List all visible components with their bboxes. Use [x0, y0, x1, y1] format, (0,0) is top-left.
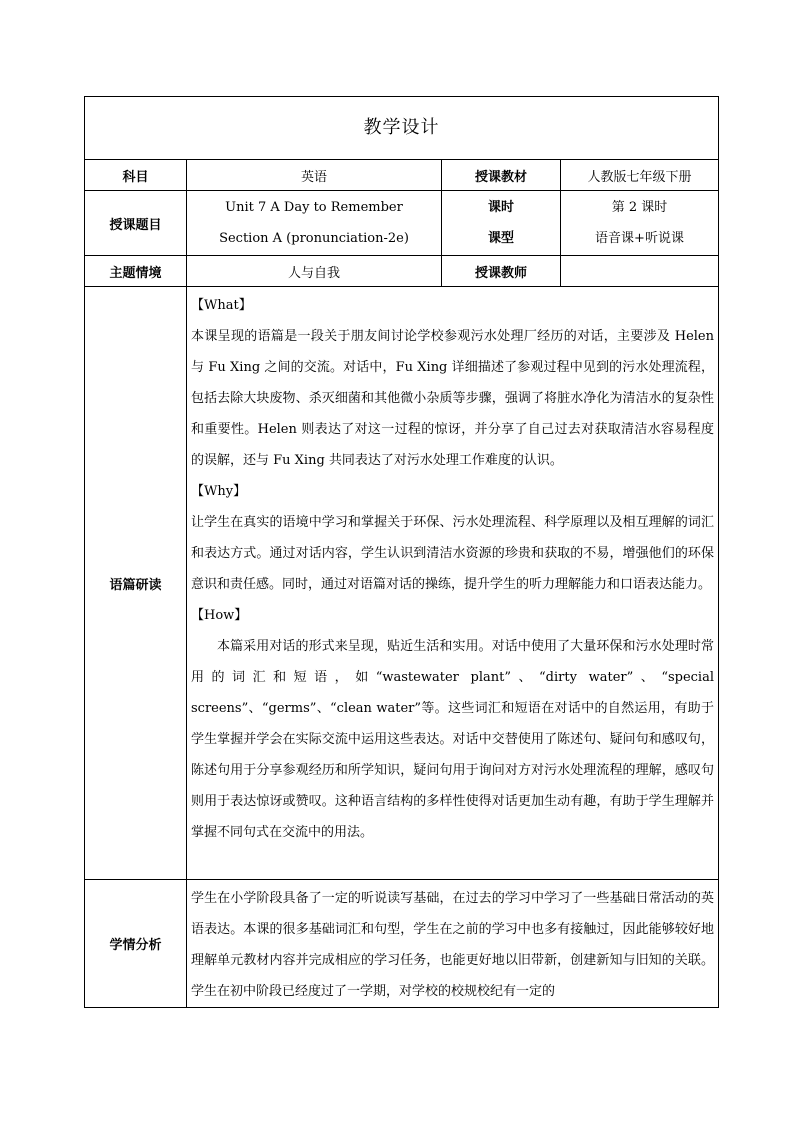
what-heading: 【What】 — [191, 298, 252, 313]
period-type-labels — [442, 191, 561, 256]
topic-line-1: Unit 7 A Day to Remember — [225, 200, 403, 215]
subject-label: 科目 — [85, 160, 187, 191]
topic-line-2: Section A (pronunciation-2e) — [219, 231, 409, 246]
why-heading: 【Why】 — [191, 484, 247, 499]
teacher-label: 授课教师 — [442, 256, 561, 287]
period-value: 第 2 课时 — [611, 200, 668, 215]
theme-value: 人与自我 — [187, 256, 442, 287]
student-analysis-text: 学生在小学阶段具备了一定的听说读写基础，在过去的学习中学习了一些基础日常活动的英语表达。本课的很多基础词汇和句型，学生在之前的学习中也多有接触过，因此能够较好地理解单元教材内容并完成相应的学习任务，也能更好地以旧带新，创建新知与旧知的关联。学生在初中阶段已经度过了一学期，对学校的校规校纪有一定的 — [191, 891, 714, 999]
student-analysis-content — [187, 880, 719, 1008]
theme-label: 主题情境 — [85, 256, 187, 287]
student-analysis-label: 学情分析 — [85, 880, 187, 1008]
page-title: 教学设计 — [363, 117, 440, 138]
type-label: 课型 — [487, 231, 514, 246]
what-text: 本课呈现的语篇是一段关于朋友间讨论学校参观污水处理厂经历的对话，主要涉及 Helen 与 Fu Xing 之间的交流。对话中，Fu Xing 详细描述了参观过程中见到的污水处理流程，包括去除大块废物、杀灭细菌和其他微小杂质等步骤，强调了将脏水净化为清洁水的复杂性和重要性。Helen 则表达了对这一过程的惊讶，并分享了自己过去对获取清洁水容易程度的误解，还与 Fu Xing 共同表达了对污水处理工作难度的认识。 — [191, 329, 714, 468]
topic-label: 授课题目 — [85, 191, 187, 256]
text-study-content — [187, 287, 719, 880]
topic-value — [187, 191, 442, 256]
lesson-plan-table — [84, 96, 719, 1008]
subject-value: 英语 — [187, 160, 442, 191]
how-heading: 【How】 — [191, 608, 248, 623]
textbook-value: 人教版七年级下册 — [561, 160, 719, 191]
teacher-value — [561, 256, 719, 287]
period-type-values — [561, 191, 719, 256]
type-value: 语音课+听说课 — [595, 231, 684, 246]
how-text: 本篇采用对话的形式来呈现，贴近生活和实用。对话中使用了大量环保和污水处理时常用的词汇和短语，如“wastewater plant”、“dirty water”、“special screens”、“germs”、“clean water”等。这些词汇和短语在对话中的自然运用，有助于学生掌握并学会在实际交流中运用这些表达。对话中交替使用了陈述句、疑问句和感叹句，陈述句用于分享参观经历和所学知识，疑问句用于询问对方对污水处理流程的理解，感叹句则用于表达惊讶或赞叹。这种语言结构的多样性使得对话更加生动有趣，有助于学生理解并掌握不同句式在交流中的用法。 — [191, 639, 714, 840]
title-cell — [85, 97, 719, 160]
text-study-label: 语篇研读 — [85, 287, 187, 880]
why-text: 让学生在真实的语境中学习和掌握关于环保、污水处理流程、科学原理以及相互理解的词汇和表达方式。通过对话内容，学生认识到清洁水资源的珍贵和获取的不易，增强他们的环保意识和责任感。同时，通过对语篇对话的操练，提升学生的听力理解能力和口语表达能力。 — [191, 515, 714, 592]
textbook-label: 授课教材 — [442, 160, 561, 191]
period-label: 课时 — [487, 200, 514, 215]
